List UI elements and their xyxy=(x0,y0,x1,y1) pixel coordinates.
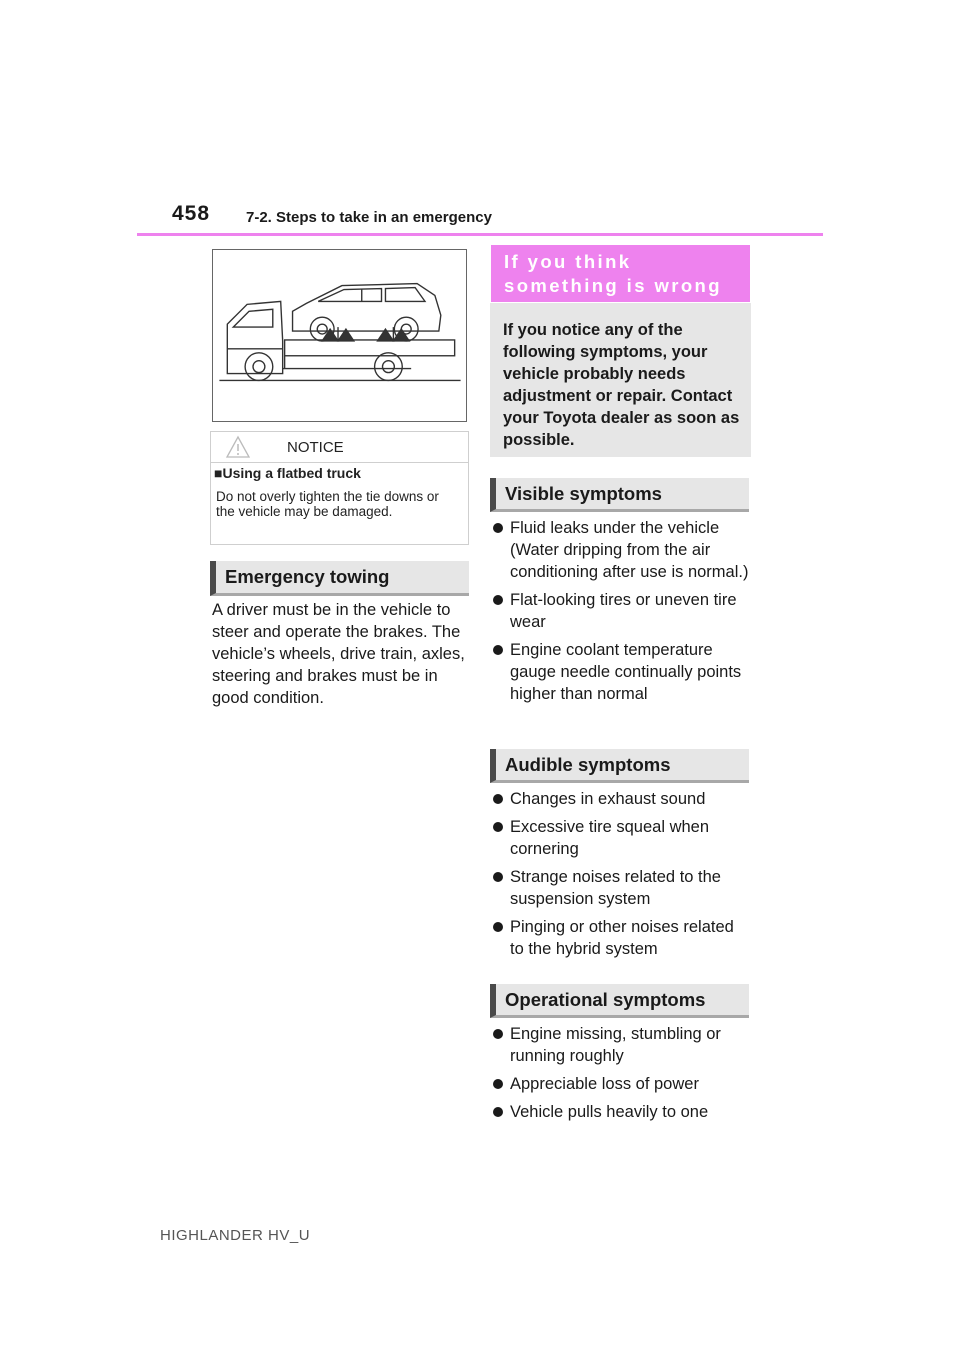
notice-subheading: ■Using a flatbed truck xyxy=(214,465,361,481)
footer-model: HIGHLANDER HV_U xyxy=(160,1227,311,1244)
notice-box xyxy=(210,431,469,545)
list-item: Engine coolant temperature gauge needle continually points higher than normal xyxy=(490,639,752,705)
warning-triangle-icon xyxy=(225,435,251,459)
list-item: Flat-looking tires or uneven tire wear xyxy=(490,589,752,633)
emergency-towing-heading: Emergency towing xyxy=(210,561,469,596)
audible-symptoms-list xyxy=(490,788,752,966)
emergency-towing-body: A driver must be in the vehicle to steer and operate the brakes. The vehicle’s wheels, drive train, axles, steering and brakes must be in good condition. xyxy=(212,601,465,707)
list-item: Vehicle pulls heavily to one xyxy=(490,1101,752,1123)
operational-symptoms-heading: Operational symptoms xyxy=(490,984,749,1018)
list-item: Fluid leaks under the vehicle (Water dripping from the air conditioning after use is normal.) xyxy=(490,517,752,583)
section-title: 7-2. Steps to take in an emergency xyxy=(246,209,492,226)
list-item: Pinging or other noises related to the hybrid system xyxy=(490,916,752,960)
page-number: 458 xyxy=(172,202,211,225)
operational-symptoms-list xyxy=(490,1023,752,1129)
audible-symptoms-heading: Audible symptoms xyxy=(490,749,749,783)
visible-symptoms-heading: Visible symptoms xyxy=(490,478,749,512)
list-item: Appreciable loss of power xyxy=(490,1073,752,1095)
flatbed-truck-with-vehicle-illustration xyxy=(213,250,466,421)
visible-symptoms-list xyxy=(490,517,752,711)
notice-header xyxy=(211,432,468,463)
list-item: Strange noises related to the suspension system xyxy=(490,866,752,910)
if-wrong-intro: If you notice any of the following symptoms, your vehicle probably needs adjustment or repair. Contact your Toyota dealer as soon as possible. xyxy=(490,303,751,457)
list-item: Changes in exhaust sound xyxy=(490,788,752,810)
notice-label: NOTICE xyxy=(287,439,344,456)
header-rule xyxy=(137,233,823,236)
list-item: Engine missing, stumbling or running roughly xyxy=(490,1023,752,1067)
list-item: Excessive tire squeal when cornering xyxy=(490,816,752,860)
if-wrong-heading: If you think something is wrong xyxy=(491,245,750,302)
notice-text: Do not overly tighten the tie downs or the vehicle may be damaged. xyxy=(216,489,439,519)
flatbed-truck-illustration xyxy=(212,249,467,422)
